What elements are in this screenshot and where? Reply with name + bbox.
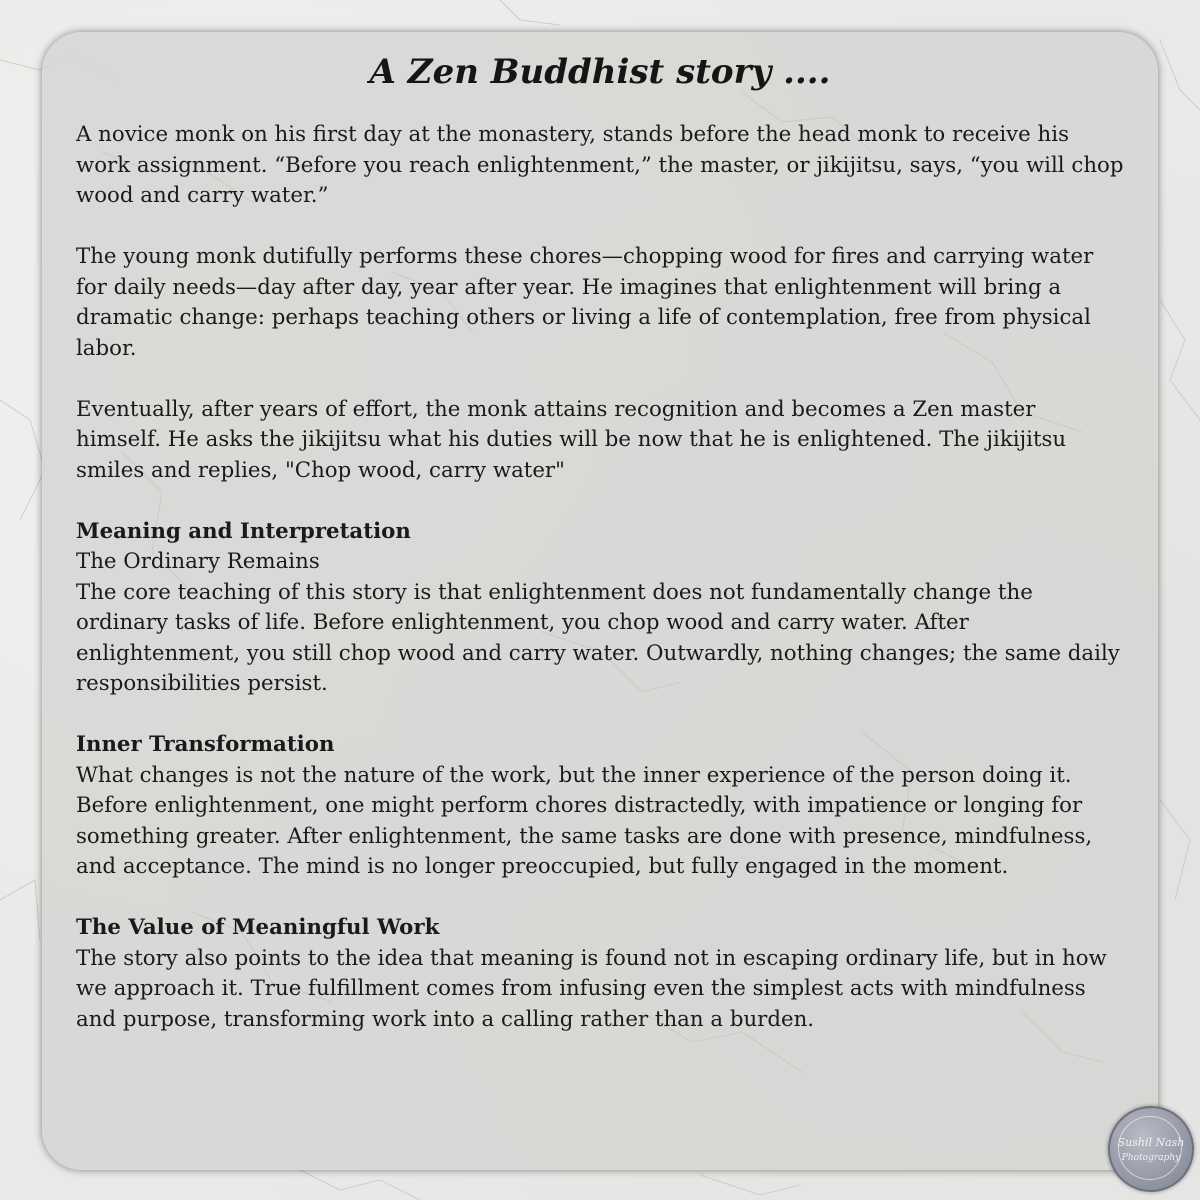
ordinary-remains-subheading: The Ordinary Remains xyxy=(76,549,320,574)
inner-transformation-text: What changes is not the nature of the work, but the inner experience of the person doing it. Before enlightenment, one might perform chores distractedly, with impatience or longing for something greater. After enlightenment, the same tasks are done with presence, mindfulness, and acceptance. The mind is no longer preoccupied, but fully engaged in the moment. xyxy=(76,762,1093,879)
story-paragraph-1: A novice monk on his first day at the monastery, stands before the head monk to receive his work assignment. “Before you reach enlightenment,” the master, or jikijitsu, says, “you will chop wood and carry water.” xyxy=(76,122,1124,208)
watermark-line-1: Sushil Nash xyxy=(1117,1136,1185,1149)
inner-transformation-section xyxy=(76,730,1126,883)
story-panel xyxy=(42,32,1158,1170)
meaning-heading: Meaning and Interpretation xyxy=(76,518,411,544)
story-paragraph-3: Eventually, after years of effort, the monk attains recognition and becomes a Zen master himself. He asks the jikijitsu what his duties will be now that he is enlightened. The jikijitsu smiles and replies, "Chop wood, carry water" xyxy=(76,396,1067,483)
story-content xyxy=(76,120,1126,1035)
meaningful-work-text: The story also points to the idea that meaning is found not in escaping ordinary life, but in how we approach it. True fulfillment comes from infusing even the simplest acts with mindfulness and purpose, transforming work into a calling rather than a burden. xyxy=(76,945,1107,1032)
inner-transformation-heading: Inner Transformation xyxy=(76,732,335,757)
story-paragraph-2: The young monk dutifully performs these chores—chopping wood for fires and carrying water for daily needs—day after day, year after year. He imagines that enlightenment will bring a dramatic change: perhaps teaching others or living a life of contemplation, free from physical labor. xyxy=(76,244,1094,361)
story-title: A Zen Buddhist story .... xyxy=(369,52,831,92)
watermark-line-2: Photography xyxy=(1121,1153,1181,1163)
photographer-watermark-logo xyxy=(1108,1106,1194,1192)
meaningful-work-heading: The Value of Meaningful Work xyxy=(76,915,440,940)
meaningful-work-section xyxy=(76,913,1126,1035)
meaning-section xyxy=(76,517,1126,700)
watermark-signature xyxy=(1110,1108,1192,1190)
meaning-text: The core teaching of this story is that enlightenment does not fundamentally change the ordinary tasks of life. Before enlightenment, you chop wood and carry water. After enlightenment, you still chop wood and carry water. Outwardly, nothing changes; the same daily responsibilities persist. xyxy=(76,579,1120,696)
